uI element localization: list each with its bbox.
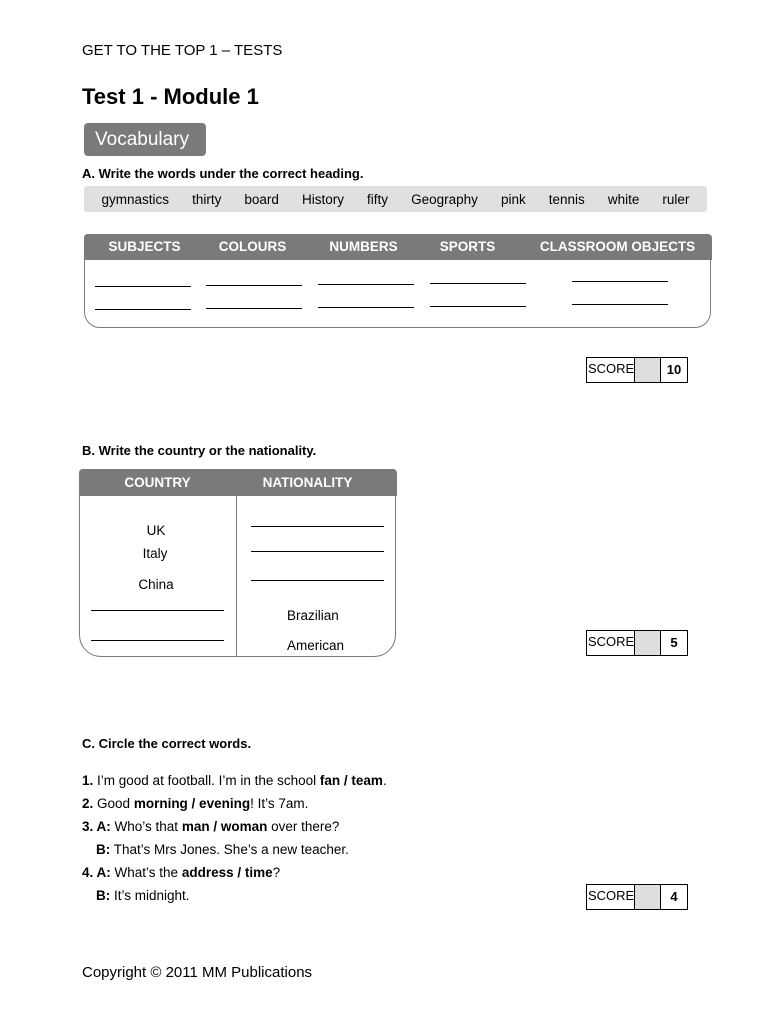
score-total: 5	[670, 635, 678, 650]
score-total: 4	[670, 889, 678, 904]
item-text: .	[382, 773, 387, 788]
heading-country: COUNTRY	[124, 474, 191, 490]
answer-line[interactable]	[430, 283, 526, 284]
nationality-cell: Brazilian	[287, 608, 339, 623]
country-cell: China	[138, 577, 174, 592]
score-entry[interactable]	[635, 358, 661, 382]
instruction-a: A. Write the words under the correct heading.	[82, 166, 364, 181]
score-entry[interactable]	[635, 885, 661, 909]
answer-line[interactable]	[430, 306, 526, 307]
score-box-c	[586, 884, 688, 910]
item-text: I’m good at football. I’m in the school	[97, 773, 320, 788]
speaker-label: B:	[96, 842, 111, 857]
item-number: 1.	[82, 773, 94, 788]
copyright-footer: Copyright © 2011 MM Publications	[82, 964, 313, 981]
item-text: over there?	[267, 819, 340, 834]
word-bank-item: ruler	[662, 191, 690, 207]
score-label: SCORE	[587, 885, 635, 909]
answer-line[interactable]	[91, 610, 224, 611]
heading-nationality: NATIONALITY	[262, 474, 353, 490]
sentence-item	[82, 773, 387, 788]
answer-line[interactable]	[572, 304, 668, 305]
item-text: It’s midnight.	[114, 888, 190, 903]
answer-line[interactable]	[206, 285, 302, 286]
sentence-item	[82, 796, 308, 811]
word-bank-item: thirty	[192, 191, 222, 207]
item-text: ?	[272, 865, 281, 880]
word-bank-item: board	[244, 191, 279, 207]
heading-numbers: NUMBERS	[329, 238, 398, 254]
score-total: 10	[666, 362, 682, 377]
item-text: Who’s that	[114, 819, 182, 834]
instruction-c: C. Circle the correct words.	[82, 736, 252, 751]
item-text: What’s the	[114, 865, 182, 880]
country-nationality-table	[79, 469, 396, 657]
section-badge: Vocabulary	[84, 123, 206, 156]
score-label: SCORE	[587, 358, 635, 382]
score-box-a	[586, 357, 688, 383]
circle-choice[interactable]: morning / evening	[133, 796, 251, 811]
score-entry[interactable]	[635, 631, 661, 655]
table-header-bar	[79, 469, 397, 496]
score-label: SCORE	[587, 631, 635, 655]
item-text: Good	[97, 796, 134, 811]
heading-colours: COLOURS	[218, 238, 287, 254]
item-text: ! It’s 7am.	[250, 796, 309, 811]
column-divider	[236, 496, 237, 656]
answer-line[interactable]	[572, 281, 668, 282]
item-number: 3. A:	[82, 819, 111, 834]
sentence-item	[82, 819, 339, 834]
answer-line[interactable]	[95, 309, 191, 310]
heading-subjects: SUBJECTS	[108, 238, 181, 254]
answer-line[interactable]	[91, 640, 224, 641]
speaker-label: B:	[96, 888, 111, 903]
vocabulary-table	[84, 234, 711, 328]
nationality-cell: American	[287, 638, 345, 653]
word-bank-item: tennis	[548, 191, 585, 207]
answer-line[interactable]	[251, 526, 384, 527]
item-text: That’s Mrs Jones. She’s a new teacher.	[113, 842, 349, 857]
word-bank-item: fifty	[367, 191, 389, 207]
word-bank-item: white	[607, 191, 640, 207]
series-header: GET TO THE TOP 1 – TESTS	[82, 42, 283, 59]
circle-choice[interactable]: man / woman	[181, 819, 268, 834]
heading-classroom-objects: CLASSROOM OBJECTS	[539, 238, 696, 254]
heading-sports: SPORTS	[439, 238, 496, 254]
answer-line[interactable]	[318, 284, 414, 285]
word-bank-item: pink	[500, 191, 526, 207]
item-number: 4. A:	[82, 865, 111, 880]
answer-line[interactable]	[251, 551, 384, 552]
score-box-b	[586, 630, 688, 656]
answer-line[interactable]	[95, 286, 191, 287]
circle-choice[interactable]: address / time	[181, 865, 273, 880]
country-cell: UK	[146, 523, 166, 538]
word-bank	[84, 186, 707, 212]
answer-line[interactable]	[251, 580, 384, 581]
word-bank-item: History	[301, 191, 344, 207]
country-cell: Italy	[142, 546, 168, 561]
word-bank-item: gymnastics	[101, 191, 170, 207]
table-header-bar	[84, 234, 712, 260]
answer-line[interactable]	[318, 307, 414, 308]
item-number: 2.	[82, 796, 94, 811]
circle-choice[interactable]: fan / team	[319, 773, 383, 788]
word-bank-item: Geography	[411, 191, 478, 207]
sentence-item	[96, 842, 349, 857]
sentence-item	[96, 888, 190, 903]
page-title: Test 1 - Module 1	[82, 84, 259, 109]
sentence-item	[82, 865, 280, 880]
instruction-b: B. Write the country or the nationality.	[82, 443, 317, 458]
answer-line[interactable]	[206, 308, 302, 309]
